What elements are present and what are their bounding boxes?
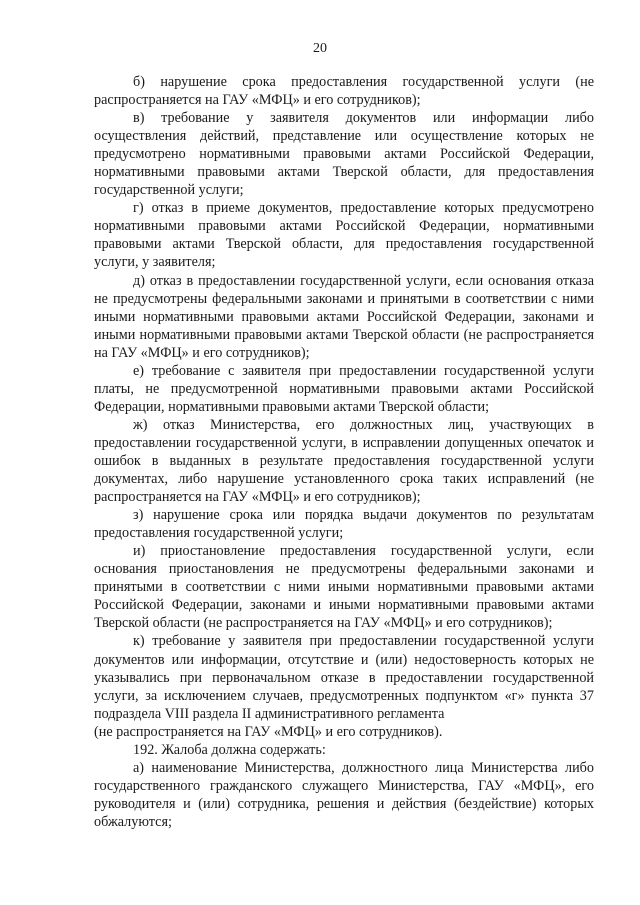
list-item-b: б) нарушение срока предоставления государственной услуги (не распространяется на ГАУ «МФЦ» и его сотрудников); bbox=[94, 74, 594, 109]
list-item-v: в) требование у заявителя документов или информации либо осуществления действий, представление или осуществление которых не предусмотрено нормативными правовыми актами Российской Федерации, нормативными правовыми актами Тверской области, для предоставления государственной услуги; bbox=[94, 110, 594, 199]
list-item-zh: ж) отказ Министерства, его должностных лиц, участвующих в предоставлении государственной услуги, в исправлении допущенных опечаток и ошибок в выданных в результате предоставления государственной услуги документах, либо нарушение установленного срока таких исправлений (не распространяется на ГАУ «МФЦ» и его сотрудников); bbox=[94, 416, 594, 506]
list-item-k-note: (не распространяется на ГАУ «МФЦ» и его сотрудников). bbox=[94, 723, 443, 740]
list-item-i: и) приостановление предоставления государственной услуги, если основания приостановления не предусмотрены федеральными законами и принятыми в соответствии с ними иными нормативными правовыми актами Российской Федерации, законами и иными нормативными правовыми актами Тверской области (не распространяется на ГАУ «МФЦ» и его сотрудников); bbox=[94, 543, 594, 632]
section-192-heading: 192. Жалоба должна содержать: bbox=[133, 741, 326, 758]
list-item-e: е) требование с заявителя при предоставлении государственной услуги платы, не предусмотренной нормативными правовыми актами Российской Федерации, нормативными правовыми актами Тверской области; bbox=[94, 362, 594, 415]
list-item-a: а) наименование Министерства, должностного лица Министерства либо государственного гражданского служащего Министерства, ГАУ «МФЦ», его руководителя и (или) сотрудника, решения и действия (бездействие) которых обжалуются; bbox=[94, 759, 594, 830]
list-item-g: г) отказ в приеме документов, предоставление которых предусмотрено нормативными правовыми актами Российской Федерации, нормативными правовыми актами Тверской области, для предоставления государственной услуги, у заявителя; bbox=[94, 200, 594, 271]
document-body bbox=[94, 73, 594, 831]
list-item-z: з) нарушение срока или порядка выдачи документов по результатам предоставления государственной услуги; bbox=[94, 507, 594, 542]
list-item-k: к) требование у заявителя при предоставлении государственной услуги документов или информации, отсутствие и (или) недостоверность которых не указывались при первоначальном отказе в предоставлении государственной услуги, за исключением случаев, предусмотренных подпунктом «г» пункта 37 подраздела VIII раздела II административного регламента bbox=[94, 633, 594, 722]
page-number: 20 bbox=[313, 41, 327, 56]
list-item-d: д) отказ в предоставлении государственной услуги, если основания отказа не предусмотрены федеральными законами и принятыми в соответствии с ними иными нормативными правовыми актами Российской Федерации, законами и иными нормативными правовыми актами Тверской области (не распространяется на ГАУ «МФЦ» и его сотрудников); bbox=[94, 272, 594, 361]
